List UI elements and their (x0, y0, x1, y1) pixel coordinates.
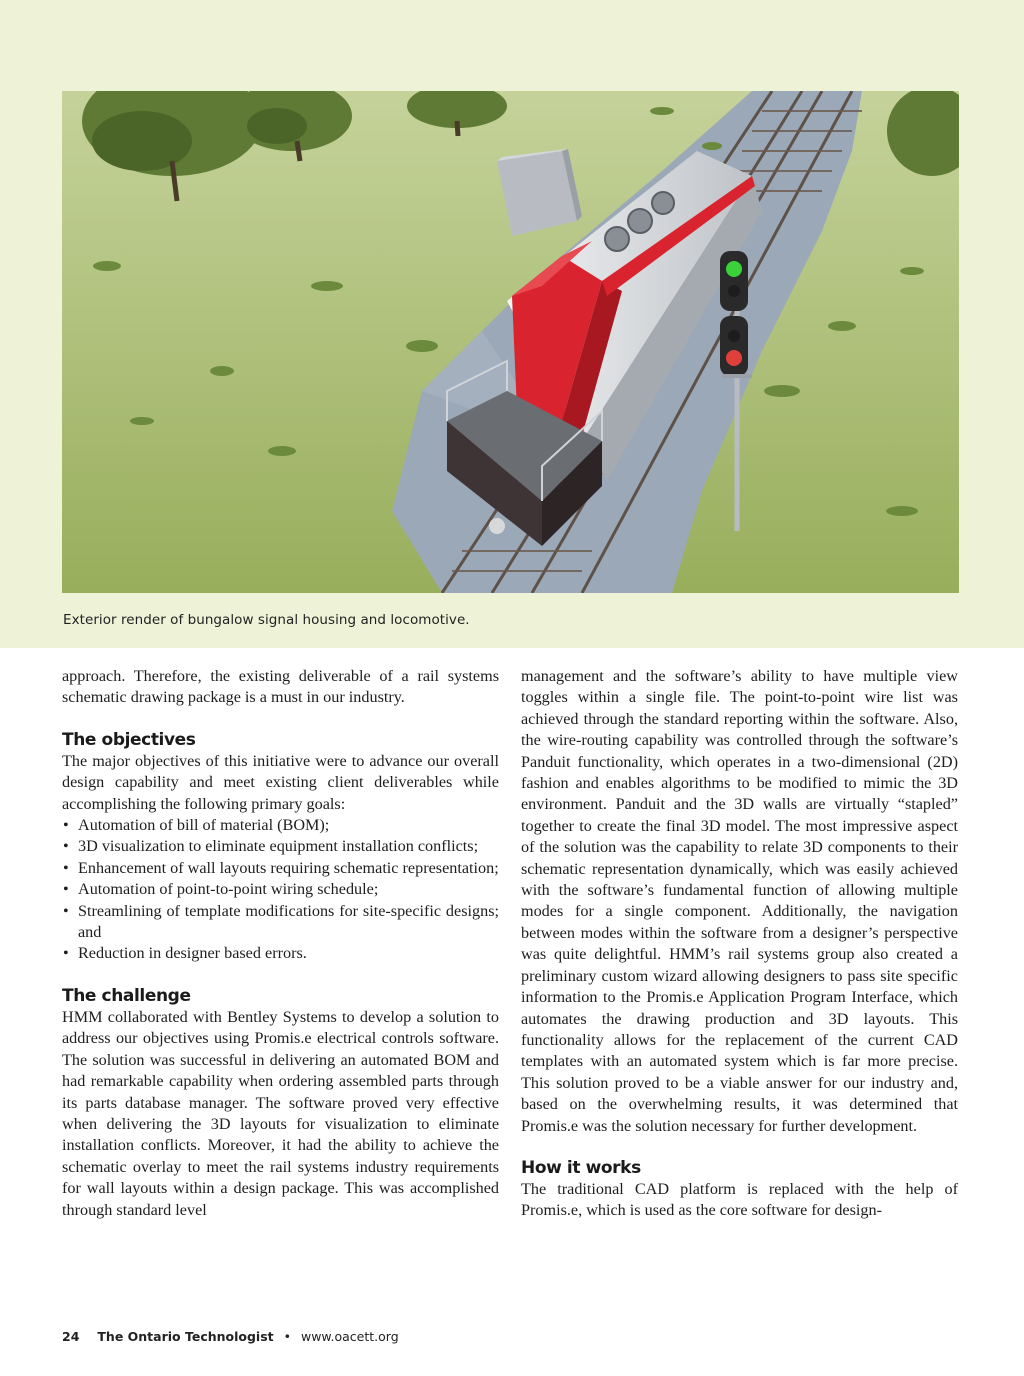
list-item: • Automation of bill of material (BOM); (62, 815, 499, 836)
list-item: • Streamlining of template modifications for site-specific designs; and (62, 901, 499, 944)
figure-caption: Exterior render of bungalow signal housing and locomotive. (63, 612, 470, 628)
left-column (62, 666, 499, 1221)
list-item: • Automation of point-to-point wiring schedule; (62, 879, 499, 900)
footer-separator: • (283, 1329, 291, 1344)
website-link[interactable]: www.oacett.org (300, 1329, 399, 1344)
challenge-paragraph: HMM collaborated with Bentley Systems to develop a solution to address our objectives using Promis.e electrical controls software. The solution was successful in delivering an automated BOM and had remarkable capability when ordering assembled parts through its parts database manager. The software proved very effective when delivering the 3D layouts for visualization to eliminate installation conflicts. Moreover, it had the ability to achieve the schematic overlay to meet the rail systems industry requirements for wall layouts within a design package. This was accomplished through standard level (62, 1007, 499, 1219)
list-item: • 3D visualization to eliminate equipment installation conflicts; (62, 836, 499, 857)
intro-paragraph: approach. Therefore, the existing deliverable of a rail systems schematic drawing package is a must in our industry. (62, 667, 499, 707)
how-it-works-heading: How it works (521, 1157, 641, 1178)
objectives-list (62, 815, 499, 965)
objectives-paragraph: The major objectives of this initiative were to advance our overall design capability and meet existing client deliverables while accomplishing the following primary goals: (62, 751, 499, 813)
solution-paragraph: management and the software’s ability to have multiple view toggles within a single file. The point-to-point wire list was achieved through the standard reporting within the software. Also, the wire-routing capability was controlled through the software’s Panduit functionality, which operates in a two-dimensional (2D) fashion and enables algorithms to be modified to mimic the 3D environment. Panduit and the 3D walls are virtually “stapled” together to create the final 3D model. The most impressive aspect of the solution was the capability to relate 3D components to their schematic representation dynamically, which was easily achieved with the software’s fundamental function of allowing multiple modes for a single component. Additionally, the navigation between modes within the software from a designer’s perspective was quite delightful. HMM’s rail systems group also created a preliminary custom wizard allowing designers to pass site specific information to the Promis.e Application Program Interface, which automates the drawing production and 3D layouts. This functionality allows for the replacement of the current CAD templates with an automated system which is far more precise. This solution proved to be a viable answer for our industry and, based on the overwhelming results, it was determined that Promis.e was the solution necessary for further development. (521, 667, 958, 1135)
list-item: • Reduction in designer based errors. (62, 943, 499, 964)
locomotive-render-image (62, 91, 959, 593)
publication-title: The Ontario Technologist (97, 1329, 274, 1344)
page-number: 24 (62, 1329, 80, 1344)
challenge-heading: The challenge (62, 985, 191, 1006)
how-it-works-paragraph: The traditional CAD platform is replaced with the help of Promis.e, which is used as the core software for design- (521, 1179, 958, 1220)
right-column (521, 666, 958, 1222)
objectives-heading: The objectives (62, 729, 196, 750)
list-item: • Enhancement of wall layouts requiring schematic representation; (62, 858, 499, 879)
page-footer (62, 1329, 399, 1344)
